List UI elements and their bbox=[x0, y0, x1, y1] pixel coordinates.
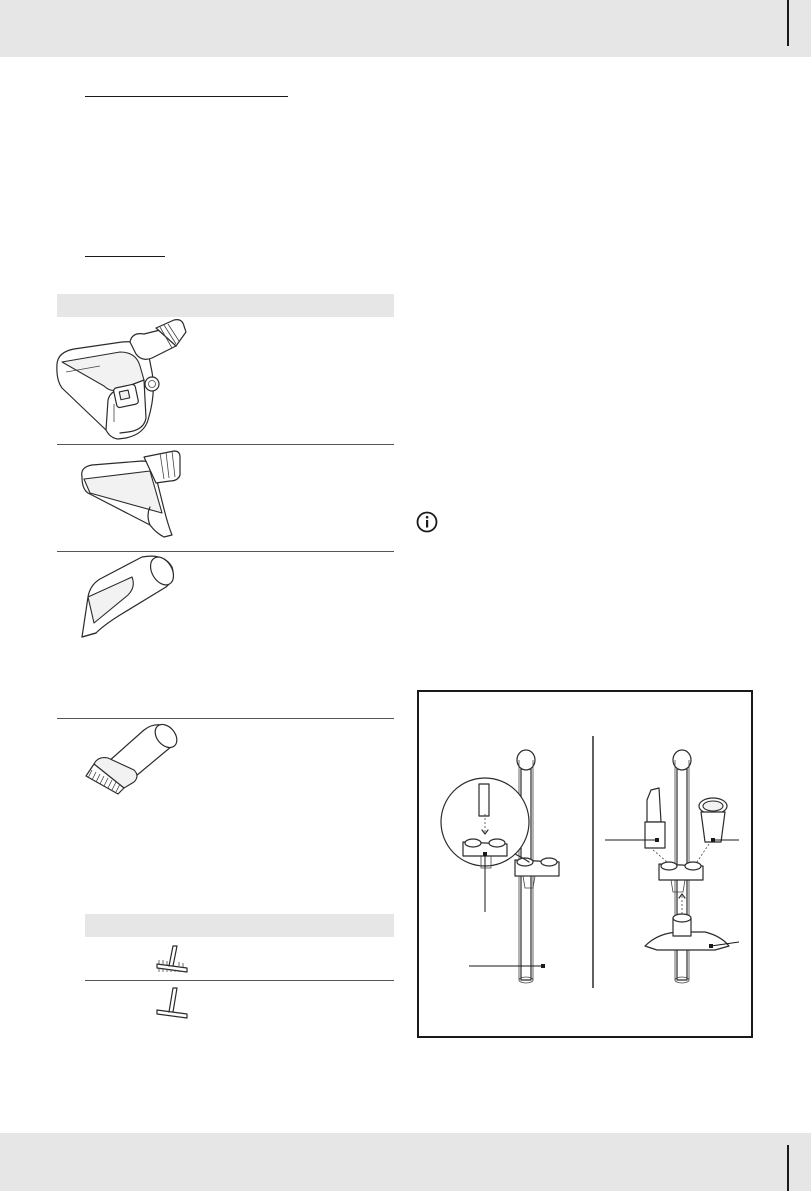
assembly-drawing bbox=[419, 692, 751, 1036]
accessory-table-header bbox=[57, 294, 394, 317]
crop-mark-bottom bbox=[787, 1145, 789, 1191]
info-circle-icon bbox=[416, 511, 438, 533]
accessory-row-crevice-tool bbox=[80, 555, 190, 643]
upholstery-nozzle-icon bbox=[80, 449, 190, 539]
crevice-tool-icon bbox=[80, 555, 190, 643]
setting-row-brush-retracted bbox=[153, 986, 193, 1022]
brush-strip-extended-icon bbox=[153, 942, 193, 972]
header-band bbox=[0, 0, 811, 57]
setting-row-brush-extended bbox=[153, 942, 193, 972]
row-divider bbox=[57, 551, 394, 552]
section-heading-underline bbox=[85, 96, 288, 97]
subheading-underline bbox=[85, 256, 165, 257]
accessory-row-floor-nozzle bbox=[52, 322, 187, 442]
brush-strip-retracted-icon bbox=[153, 986, 193, 1022]
crop-mark-top bbox=[787, 0, 789, 46]
row-divider bbox=[57, 444, 394, 445]
dusting-brush-icon bbox=[84, 722, 184, 794]
accessory-row-upholstery-nozzle bbox=[80, 449, 190, 539]
footer-band bbox=[0, 1133, 811, 1191]
row-divider bbox=[57, 718, 394, 719]
setting-table-header bbox=[85, 914, 394, 937]
row-divider bbox=[85, 980, 394, 981]
accessory-row-dusting-brush bbox=[84, 722, 184, 794]
assembly-figure bbox=[417, 690, 753, 1038]
floor-nozzle-icon bbox=[52, 322, 187, 442]
